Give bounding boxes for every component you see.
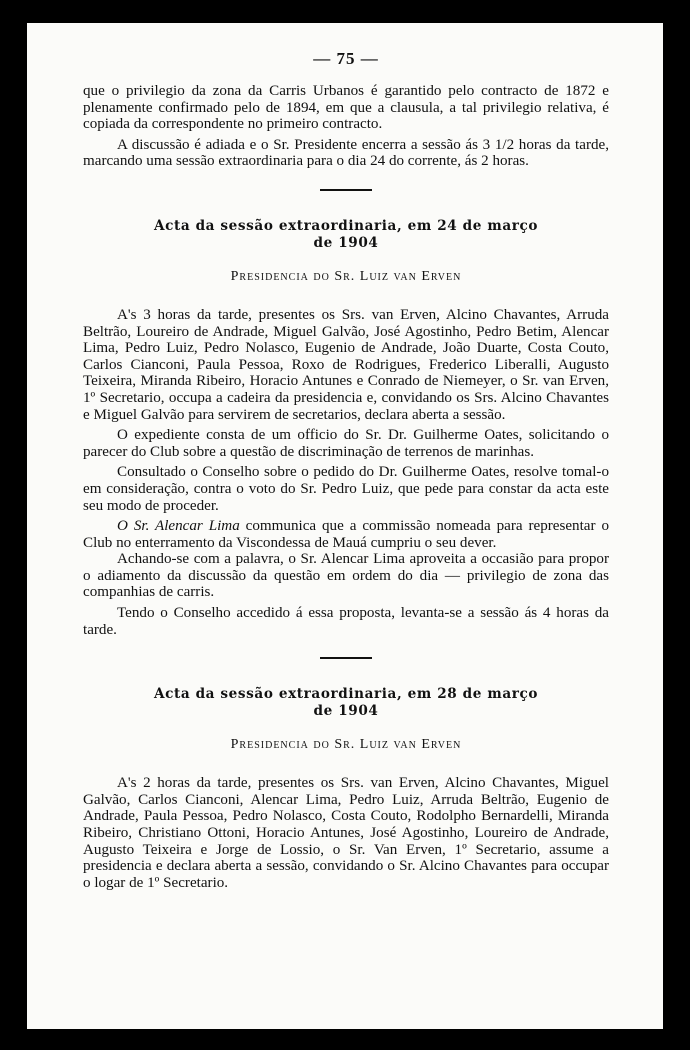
session-2-title-line-1: Acta da sessão extraordinaria, em 28 de março bbox=[153, 686, 539, 703]
session-1-heading bbox=[83, 218, 609, 252]
session-2-heading bbox=[83, 686, 609, 720]
document-page bbox=[27, 23, 663, 1029]
page-content bbox=[83, 49, 609, 891]
session-1-title-line-2: de 1904 bbox=[313, 234, 379, 251]
session-1-presidency: Presidencia do Sr. Luiz van Erven bbox=[230, 268, 462, 284]
intro-paragraph-1: que o privilegio da zona da Carris Urbanos é garantido pelo contracto de 1872 e plenamente confirmado pelo de 1894, em que a clausula, a tal privilegio relativa, é copiada da correspondente no primeiro contracto. bbox=[83, 83, 609, 133]
session-2-title-line-2: de 1904 bbox=[313, 703, 379, 720]
session-1-paragraph-5: Achando-se com a palavra, o Sr. Alencar Lima aproveita a occasião para propor o adiamento da discussão da questão em ordem do dia — privilegio de zona das companhias de carris. bbox=[83, 551, 609, 601]
session-2-paragraph-1: A's 2 horas da tarde, presentes os Srs. van Erven, Alcino Chavantes, Miguel Galvão, Carlos Cianconi, Alencar Lima, Pedro Luiz, Arruda Beltrão, Eugenio de Andrade, Paula Pessoa, Pedro Nolasco, Costa Couto, Rodolpho Bernardelli, Miranda Ribeiro, Christiano Ottoni, Horacio Antunes, José Agostinho, Loureiro de Andrade, Augusto Teixeira e Jorge de Lossio, o Sr. Van Erven, 1º Secretario, assume a presidencia e declara aberta a sessão, convidando o Sr. Alcino Chavantes para occupar o logar de 1º Secretario. bbox=[83, 775, 609, 891]
section-divider-2 bbox=[320, 657, 372, 659]
session-2-presidency: Presidencia do Sr. Luiz van Erven bbox=[230, 737, 462, 753]
session-1-paragraph-6: Tendo o Conselho accedido á essa proposta, levanta-se a sessão ás 4 horas da tarde. bbox=[83, 605, 609, 638]
session-1-speaker-name: O Sr. Alencar Lima bbox=[117, 518, 240, 535]
session-1-paragraph-4 bbox=[83, 518, 609, 551]
intro-paragraph-2: A discussão é adiada e o Sr. Presidente encerra a sessão ás 3 1/2 horas da tarde, marcando uma sessão extraordinaria para o dia 24 do corrente, ás 2 horas. bbox=[83, 136, 609, 170]
page-number: — 75 — bbox=[313, 49, 379, 68]
session-1-paragraph-1: A's 3 horas da tarde, presentes os Srs. van Erven, Alcino Chavantes, Arruda Beltrão, Loureiro de Andrade, Miguel Galvão, José Agostinho, Pedro Betim, Alencar Lima, Pedro Luiz, Pedro Nolasco, Eugenio de Andrade, João Duarte, Costa Couto, Carlos Cianconi, Paula Pessoa, Roxo de Rodrigues, Frederico Liberalli, Augusto Teixeira, Miranda Ribeiro, Horacio Antunes e Conrado de Niemeyer, o Sr. van Erven, 1º Secretario, occupa a cadeira da presidencia e, convidando os Srs. Alcino Chavantes e Miguel Galvão para servirem de secretarios, declara aberta a sessão. bbox=[83, 306, 609, 423]
session-1-paragraph-2: O expediente consta de um officio do Sr. Dr. Guilherme Oates, solicitando o parecer do Club sobre a questão de discriminação de terrenos de marinhas. bbox=[83, 427, 609, 460]
session-1-title-line-1: Acta da sessão extraordinaria, em 24 de março bbox=[153, 217, 539, 234]
session-1-paragraph-3: Consultado o Conselho sobre o pedido do Dr. Guilherme Oates, resolve tomal-o em consideração, contra o voto do Sr. Pedro Luiz, que pede para constar da acta este seu modo de proceder. bbox=[83, 464, 609, 514]
session-1-paragraph-4-text: communica que a commissão nomeada para representar o Club no enterramento da Viscondessa de Mauá cumpriu o seu dever. bbox=[83, 518, 609, 551]
section-divider-1 bbox=[320, 189, 372, 191]
